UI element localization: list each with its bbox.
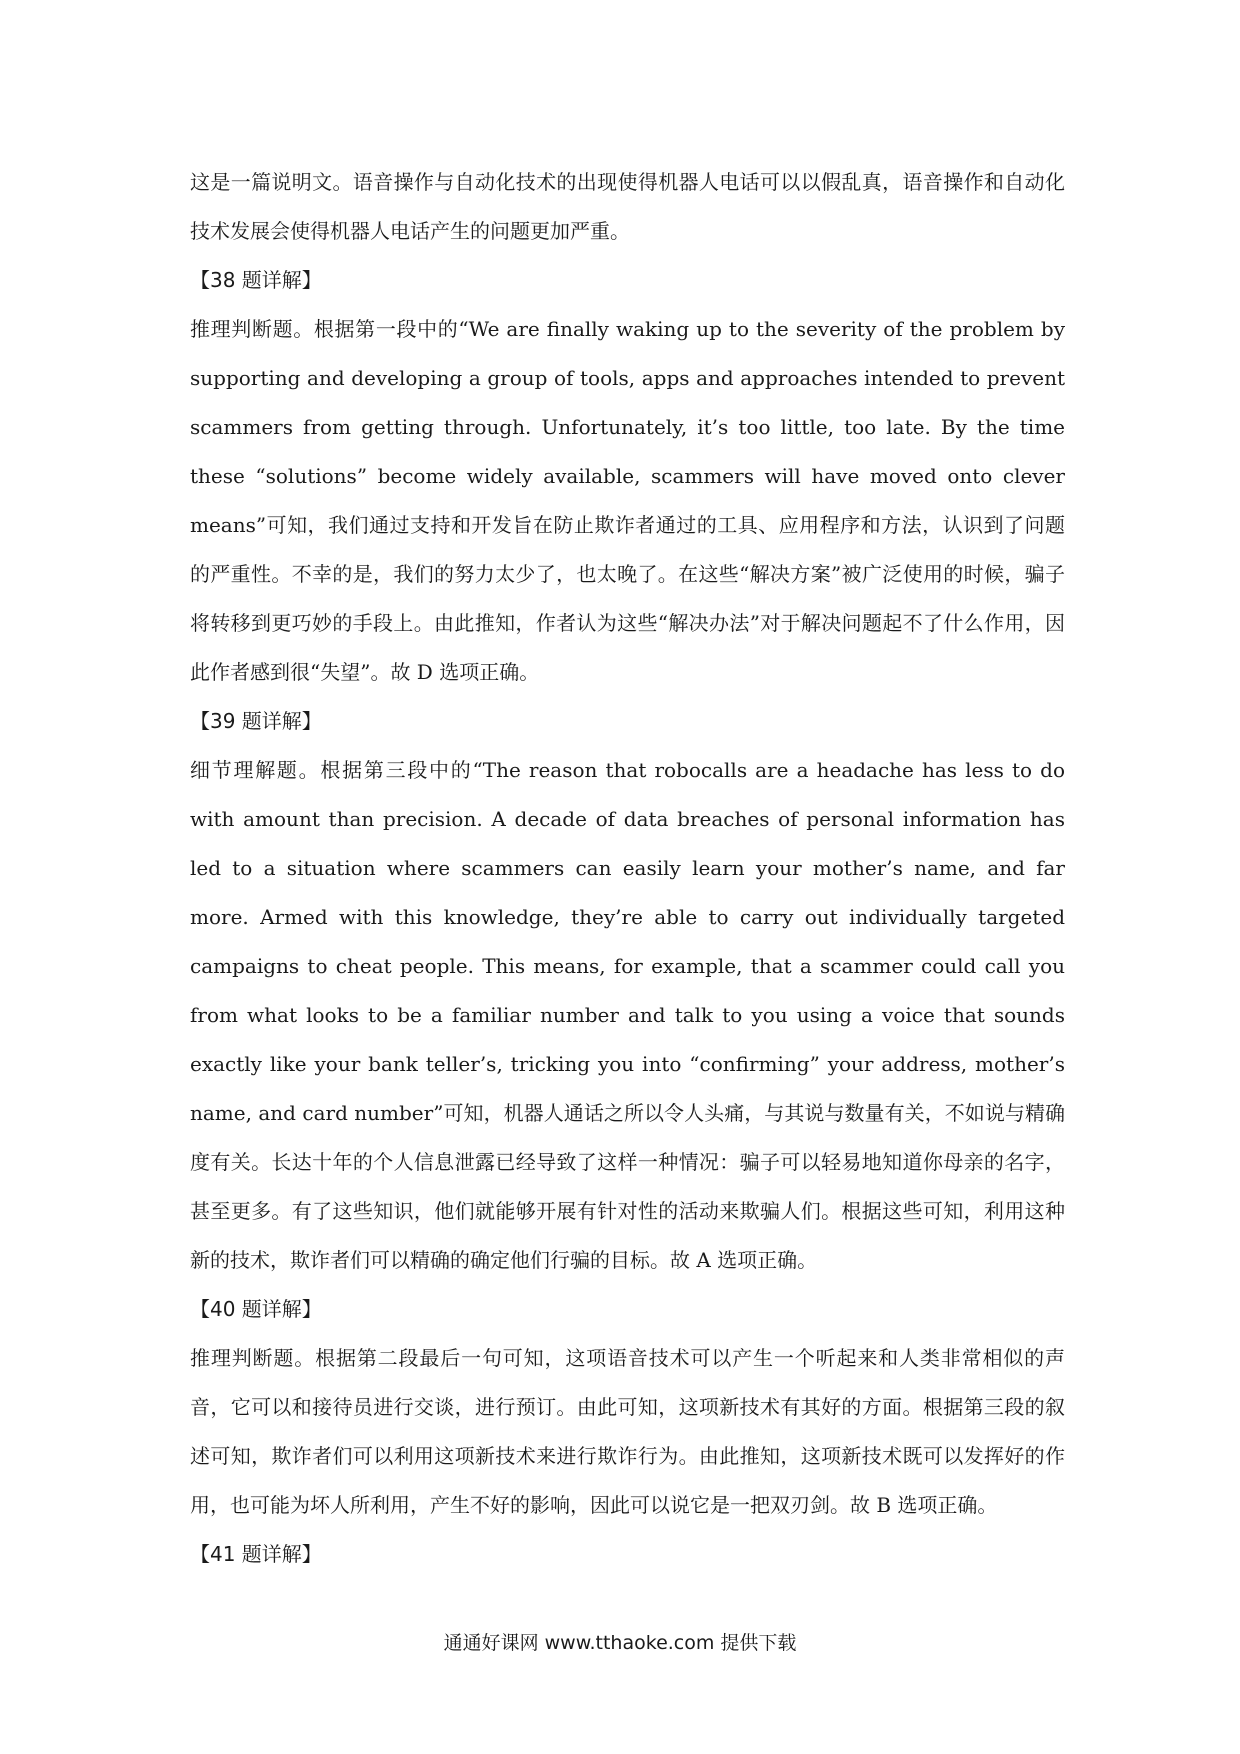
section-body-39: 细节理解题。根据第三段中的“The reason that robocalls are a headache has less to do with amount than precision. A decade of data breaches of personal information has led to a situation where scammers can easily learn your mother’s name, and far more. Armed with this knowledge, they’re able to carry out individually targeted campaigns to cheat people. This means, for example, that a scammer could call you from what looks to be a familiar number and talk to you using a voice that sounds exactly like your bank teller’s, tricking you into “confirming” your address, mother’s name, and card number”可知，机器人通话之所以令人头痛，与其说与数量有关，不如说与精确度有关。长达十年的个人信息泄露已经导致了这样一种情况：骗子可以轻易地知道你母亲的名字，甚至更多。有了这些知识，他们就能够开展有针对性的活动来欺骗人们。根据这些可知，利用这种新的技术，欺诈者们可以精确的确定他们行骗的目标。故 A 选项正确。 [190,758,1065,1272]
intro-paragraph: 这是一篇说明文。语音操作与自动化技术的出现使得机器人电话可以以假乱真，语音操作和自动化技术发展会使得机器人电话产生的问题更加严重。 [190,170,1065,243]
section-heading-38: 【38 题详解】 [190,268,322,292]
section-body-40: 推理判断题。根据第二段最后一句可知，这项语音技术可以产生一个听起来和人类非常相似的声音，它可以和接待员进行交谈，进行预订。由此可知，这项新技术有其好的方面。根据第三段的叙述可知，欺诈者们可以利用这项新技术来进行欺诈行为。由此推知，这项新技术既可以发挥好的作用，也可能为坏人所利用，产生不好的影响，因此可以说它是一把双刃剑。故 B 选项正确。 [190,1346,1065,1517]
page-footer: 通通好课网 www.tthaoke.com 提供下载 [443,1632,797,1654]
document-content [190,158,1065,1579]
section-body-38: 推理判断题。根据第一段中的“We are finally waking up to the severity of the problem by supporting and developing a group of tools, apps and approaches intended to prevent scammers from getting through. Unfortunately, it’s too little, too late. By the time these “solutions” become widely available, scammers will have moved onto clever means”可知，我们通过支持和开发旨在防止欺诈者通过的工具、应用程序和方法，认识到了问题的严重性。不幸的是，我们的努力太少了，也太晚了。在这些“解决方案”被广泛使用的时候，骗子将转移到更巧妙的手段上。由此推知，作者认为这些“解决办法”对于解决问题起不了什么作用，因此作者感到很“失望”。故 D 选项正确。 [190,317,1065,684]
section-heading-40: 【40 题详解】 [190,1297,322,1321]
section-heading-41: 【41 题详解】 [190,1542,322,1566]
section-heading-39: 【39 题详解】 [190,709,322,733]
